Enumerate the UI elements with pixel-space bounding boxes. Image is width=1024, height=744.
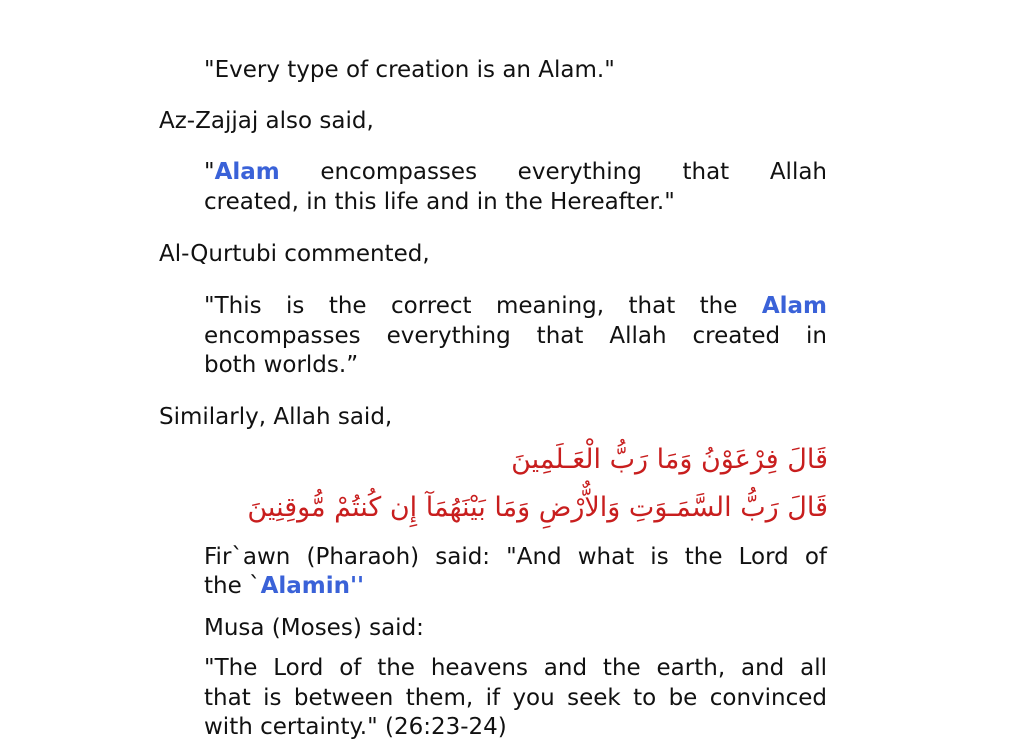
quote-correct-meaning-line2: encompasses everything that Allah created in: [204, 323, 827, 349]
firawn-said-line2: [204, 571, 364, 601]
quote-alam-encompasses-line1: [204, 157, 827, 187]
quote-lord-of-heavens-line3: with certainty." (26:23-24): [204, 714, 507, 740]
firawn-said-line1: Fir`awn (Pharaoh) said: "And what is the Lord of: [204, 544, 827, 570]
az-zajjaj-intro: Az-Zajjaj also said,: [159, 108, 374, 134]
al-qurtubi-intro: Al-Qurtubi commented,: [159, 241, 430, 267]
quote-lord-of-heavens-line1: "The Lord of the heavens and the earth, and all: [204, 655, 827, 681]
quote2-line1-rest: encompasses everything that Allah: [279, 159, 827, 185]
quote3-line1-start: "This is the correct meaning, that the: [204, 293, 762, 319]
quote-every-type-of-creation: "Every type of creation is an Alam.": [204, 57, 615, 83]
highlight-alam-2: Alam: [761, 293, 827, 319]
allah-said-intro: Similarly, Allah said,: [159, 404, 393, 430]
quote-alam-encompasses-line2: created, in this life and in the Hereafter.": [204, 189, 675, 215]
highlight-alam: Alam: [214, 159, 280, 185]
musa-said: Musa (Moses) said:: [204, 615, 424, 641]
highlight-alamin: Alamin'': [260, 573, 365, 599]
arabic-verse-line1: قَالَ فِرْعَوْنُ وَمَا رَبُّ الْعَـلَمِينَ: [511, 444, 828, 475]
quote-open-mark: ": [204, 159, 215, 185]
quote-lord-of-heavens-line2: that is between them, if you seek to be convinced: [204, 685, 827, 711]
quote-correct-meaning-line3: both worlds.”: [204, 352, 359, 378]
firawn-line2-start: the `: [204, 573, 261, 599]
arabic-verse-line2: قَالَ رَبُّ السَّمَـوَتِ وَالاٌّرْضِ وَمَا بَيْنَهُمَآ إِن كُنتُمْ مُّوقِنِينَ: [247, 492, 828, 523]
quote-correct-meaning-line1: [204, 291, 827, 321]
